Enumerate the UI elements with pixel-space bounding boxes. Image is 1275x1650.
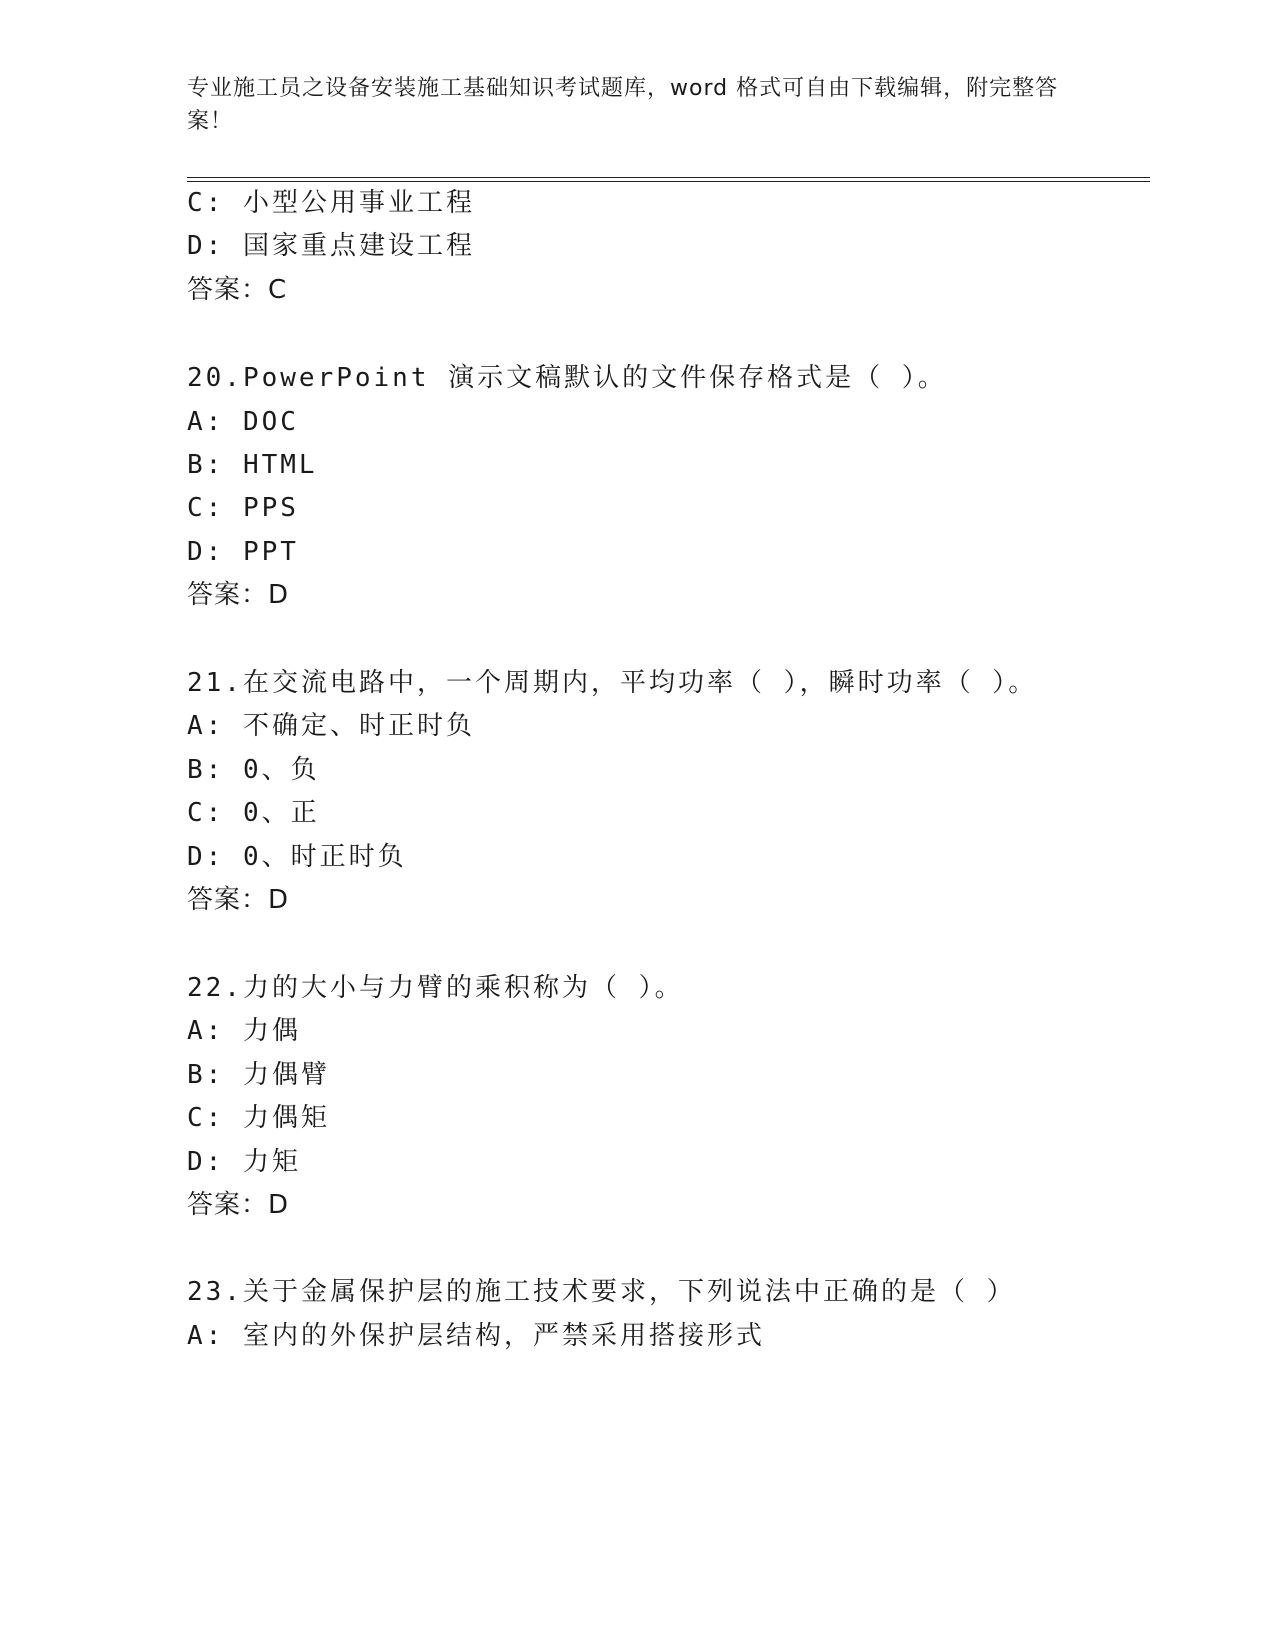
option-line: B: 力偶臂	[187, 1060, 330, 1090]
answer-line: 答案：D	[187, 1190, 290, 1220]
option-line: B: HTML	[187, 450, 318, 480]
option-line: D: PPT	[187, 537, 299, 567]
question-line: 20.PowerPoint 演示文稿默认的文件保存格式是（ ）。	[187, 363, 947, 393]
option-line: A: DOC	[187, 407, 299, 437]
option-line: D: 力矩	[187, 1147, 301, 1177]
option-line: A: 力偶	[187, 1016, 301, 1046]
option-line: C: 0、正	[187, 798, 320, 828]
question-line: 23.关于金属保护层的施工技术要求，下列说法中正确的是（ ）	[187, 1277, 1016, 1307]
option-line: D: 0、时正时负	[187, 842, 407, 872]
question-line: 22.力的大小与力臂的乘积称为（ ）。	[187, 973, 684, 1003]
answer-line: 答案：D	[187, 580, 290, 610]
answer-line: 答案：D	[187, 885, 290, 915]
header-rule-bottom	[187, 181, 1150, 182]
option-line: B: 0、负	[187, 755, 320, 785]
option-line: A: 室内的外保护层结构，严禁采用搭接形式	[187, 1321, 765, 1351]
option-line: C: 力偶矩	[187, 1103, 330, 1133]
option-line: D: 国家重点建设工程	[187, 231, 475, 261]
option-line: A: 不确定、时正时负	[187, 711, 475, 741]
answer-line: 答案：C	[187, 275, 288, 305]
header-rule-top	[187, 177, 1150, 178]
question-line: 21.在交流电路中，一个周期内，平均功率（ ），瞬时功率（ ）。	[187, 668, 1038, 698]
option-line: C: PPS	[187, 493, 299, 523]
document-header: 专业施工员之设备安装施工基础知识考试题库，word 格式可自由下载编辑，附完整答案！	[187, 76, 1059, 134]
option-line: C: 小型公用事业工程	[187, 188, 475, 218]
